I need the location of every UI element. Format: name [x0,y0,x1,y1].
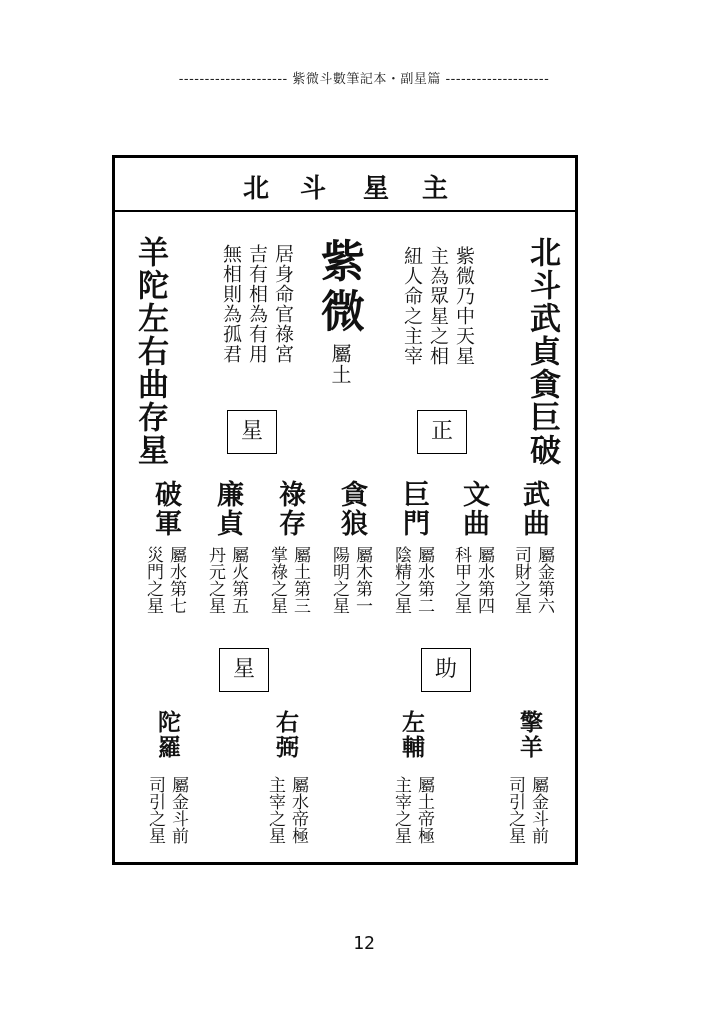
auxiliary-star-list: 羊陀左右曲存星 [132,236,168,467]
star-desc: 屬火第五 [228,546,248,614]
page-number: 12 [353,933,375,954]
beidou-star-list: 北斗武貞貪巨破 [524,236,560,467]
star-desc: 屬水第四 [474,546,494,614]
star-chart-table [112,155,578,865]
zhengxing-desc-line: 主為眾星之相 [427,246,449,366]
star-desc: 司引之星 [505,776,525,844]
xing-box: 星 [227,410,277,454]
star-desc: 屬金斗前 [528,776,548,844]
star-desc: 司財之星 [511,546,531,614]
star-desc: 屬土第三 [290,546,310,614]
star-desc: 丹元之星 [205,546,225,614]
star-name: 擎羊 [516,710,543,760]
star-desc: 陽明之星 [329,546,349,614]
title-char: 星 [363,174,390,204]
star-desc: 主宰之星 [265,776,285,844]
star-name: 破軍 [150,480,181,538]
running-header: --------------------- 紫微斗數筆記本・副星篇 -------------------- [178,72,550,87]
star-name: 廉貞 [212,480,243,538]
star-desc: 掌祿之星 [267,546,287,614]
ziwei-palace-desc-line: 吉有相為有用 [246,244,268,364]
star-name: 貪狼 [336,480,367,538]
star-desc: 科甲之星 [451,546,471,614]
star-name: 武曲 [518,480,549,538]
title-char: 主 [422,174,449,204]
xing-box-lower: 星 [219,648,269,692]
star-name: 巨門 [398,480,429,538]
zhengxing-desc-line: 紐人命之主宰 [401,246,423,366]
star-name: 祿存 [274,480,305,538]
ziwei-palace-desc-line: 居身命官祿宮 [272,244,294,364]
star-desc: 屬金第六 [534,546,554,614]
star-desc: 主宰之星 [391,776,411,844]
star-desc: 災門之星 [143,546,163,614]
star-desc: 屬水第七 [166,546,186,614]
star-desc: 屬金斗前 [168,776,188,844]
star-name: 陀羅 [154,710,181,760]
ziwei-element: 屬土 [328,343,352,385]
star-desc: 屬水第二 [414,546,434,614]
star-name: 右弼 [272,710,299,760]
zheng-box: 正 [417,410,467,454]
title-char: 北 [243,174,270,204]
star-desc: 司引之星 [145,776,165,844]
star-name: 左輔 [398,710,425,760]
ziwei-title: 紫微 [313,238,364,338]
zhengxing-desc-line: 紫微乃中天星 [453,246,475,366]
table-title [115,158,575,212]
ziwei-palace-desc-line: 無相則為孤君 [220,244,242,364]
star-desc: 屬水帝極 [288,776,308,844]
star-desc: 屬土帝極 [414,776,434,844]
title-char: 斗 [300,174,327,204]
zhu-box: 助 [421,648,471,692]
star-desc: 陰精之星 [391,546,411,614]
star-desc: 屬木第一 [352,546,372,614]
star-name: 文曲 [458,480,489,538]
